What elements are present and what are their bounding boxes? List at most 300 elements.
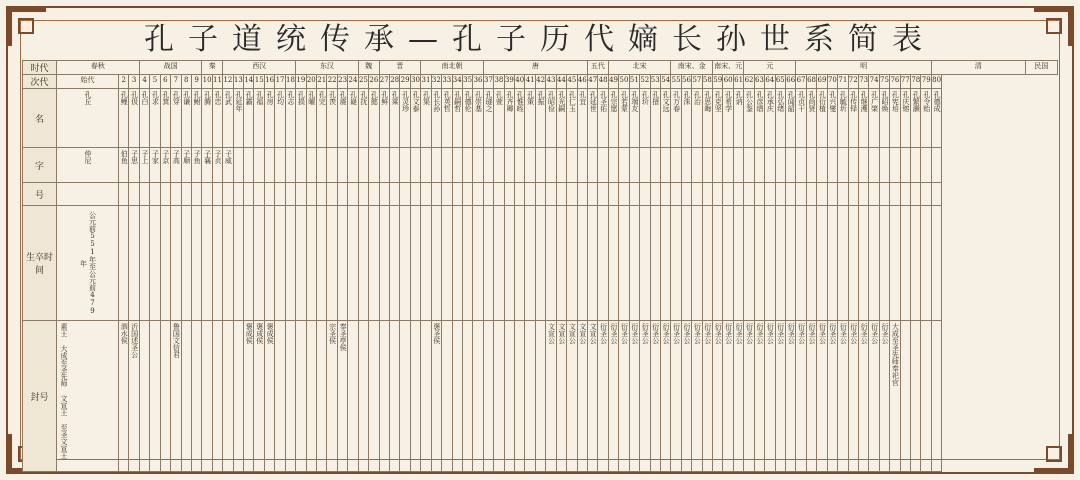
alias-cell [504,183,514,206]
name-cell: 孔萱 [494,89,504,148]
alias-cell [660,183,670,206]
era-cell: 五代 [587,61,608,75]
life-cell [660,206,670,321]
courtesy-cell [858,148,868,183]
generation-cell: 65 [775,75,785,89]
generation-cell: 7 [171,75,181,89]
title-cell: 衍圣公 [629,321,639,472]
title-cell: 衍圣公 [598,321,608,472]
name-cell: 孔英哲 [442,89,452,148]
generation-cell: 35 [462,75,472,89]
title-cell [191,321,201,472]
era-cell: 秦 [202,61,223,75]
life-cell [504,206,514,321]
generation-cell: 52 [640,75,650,89]
generation-cell: 50 [619,75,629,89]
era-cell: 晋 [379,61,421,75]
title-cell [900,321,910,472]
alias-cell [598,183,608,206]
name-cell: 孔志 [285,89,295,148]
generation-cell: 40 [515,75,525,89]
title-cell: 衍圣公 [858,321,868,472]
generation-cell: 60 [723,75,733,89]
title-cell: 大成至圣先师奉祀官 [890,321,900,472]
alias-cell [494,183,504,206]
founder-name: 孔丘 [57,89,119,148]
title-cell [160,321,170,472]
alias-cell [806,183,816,206]
title-cell [233,321,243,472]
generation-cell: 62 [744,75,754,89]
generation-cell: 23 [337,75,347,89]
courtesy-cell [702,148,712,183]
name-cell: 孔曜 [306,89,316,148]
generation-row [23,75,1058,89]
courtesy-cell [494,148,504,183]
alias-cell [327,183,337,206]
life-cell [556,206,566,321]
alias-cell [358,183,368,206]
title-cell: 褒成侯 [244,321,254,472]
courtesy-cell [890,148,900,183]
name-cell: 孔震 [337,89,347,148]
page-title: 孔子道统传承—孔子历代嫡长孙世系简表 [144,22,936,57]
name-cell: 孔端友 [629,89,639,148]
title-cell: 文宣公 [577,321,587,472]
courtesy-cell [796,148,806,183]
life-cell [786,206,796,321]
generation-cell: 48 [598,75,608,89]
title-cell [275,321,285,472]
life-cell [587,206,597,321]
name-cell: 孔惟晊 [515,89,525,148]
name-cell: 孔广棨 [869,89,879,148]
alias-cell [150,183,160,206]
alias-cell [275,183,285,206]
title-cell: 衍圣公 [671,321,681,472]
name-cell: 孔弘绪 [775,89,785,148]
generation-cell: 29 [400,75,410,89]
life-cell [535,206,545,321]
alias-cell [400,183,410,206]
generation-cell: 54 [660,75,670,89]
name-cell: 孔璲之 [483,89,493,148]
title-cell [525,321,535,472]
title-cell: 衍圣公 [754,321,764,472]
life-cell [119,206,129,321]
courtesy-cell [723,148,733,183]
title-cell: 沂国述圣公 [129,321,139,472]
name-cell: 孔羡 [327,89,337,148]
courtesy-cell [660,148,670,183]
alias-cell [858,183,868,206]
name-cell: 孔长孙 [431,89,441,148]
era-cell: 南宋、元 [713,61,744,75]
alias-cell [702,183,712,206]
title-cell [452,321,462,472]
name-cell: 孔文远 [660,89,670,148]
alias-cell [181,183,191,206]
life-cell [640,206,650,321]
courtesy-cell [827,148,837,183]
generation-cell: 74 [869,75,879,89]
courtesy-cell [504,148,514,183]
courtesy-cell [400,148,410,183]
generation-cell: 17 [275,75,285,89]
life-cell [921,206,931,321]
life-cell [337,206,347,321]
life-cell [462,206,472,321]
title-row [23,321,1058,472]
courtesy-cell [233,148,243,183]
name-cell: 孔策 [525,89,535,148]
name-cell: 孔玠 [640,89,650,148]
generation-cell: 53 [650,75,660,89]
name-cell: 孔鲋 [191,89,201,148]
courtesy-cell [765,148,775,183]
era-cell: 明 [796,61,931,75]
courtesy-cell [462,148,472,183]
title-cell [202,321,212,472]
courtesy-cell [389,148,399,183]
courtesy-cell [608,148,618,183]
alias-cell [254,183,264,206]
name-cell: 孔文泰 [410,89,420,148]
title-cell: 文宣公 [556,321,566,472]
courtesy-cell [535,148,545,183]
name-cell: 孔谦 [181,89,191,148]
name-cell: 孔彦缙 [754,89,764,148]
title-cell: 衍圣公 [619,321,629,472]
alias-cell [608,183,618,206]
generation-cell: 46 [577,75,587,89]
title-cell [181,321,191,472]
name-cell: 孔治 [692,89,702,148]
title-cell [348,321,358,472]
title-cell: 衍圣公 [744,321,754,472]
courtesy-cell [556,148,566,183]
name-cell: 孔延年 [233,89,243,148]
title-cell [931,321,941,472]
life-cell [525,206,535,321]
life-cell [139,206,149,321]
life-cell [817,206,827,321]
name-cell: 孔克坚 [713,89,723,148]
alias-cell [671,183,681,206]
alias-cell [692,183,702,206]
generation-cell: 3 [129,75,139,89]
name-cell: 孔腾 [202,89,212,148]
generation-cell: 70 [827,75,837,89]
name-cell: 孔箕 [160,89,170,148]
life-cell [275,206,285,321]
life-cell [713,206,723,321]
name-cell: 孔延世 [587,89,597,148]
alias-cell [848,183,858,206]
alias-cell [452,183,462,206]
title-cell: 衍圣公 [702,321,712,472]
generation-cell: 31 [421,75,431,89]
alias-cell [796,183,806,206]
title-cell [139,321,149,472]
life-cell [577,206,587,321]
name-cell: 孔传铎 [848,89,858,148]
title-cell [212,321,222,472]
generation-cell: 76 [890,75,900,89]
courtesy-cell [754,148,764,183]
life-cell [806,206,816,321]
name-cell: 孔昭焕 [879,89,889,148]
courtesy-cell [442,148,452,183]
courtesy-cell [525,148,535,183]
courtesy-cell [775,148,785,183]
title-cell [483,321,493,472]
life-cell [483,206,493,321]
courtesy-cell [931,148,941,183]
generation-cell: 43 [546,75,556,89]
courtesy-cell [671,148,681,183]
life-cell [191,206,201,321]
name-cell: 孔抚 [358,89,368,148]
title-cell: 文宣公 [546,321,556,472]
alias-cell [337,183,347,206]
title-cell: 衍圣公 [879,321,889,472]
title-cell: 衍圣公 [608,321,618,472]
name-cell: 孔乘 [389,89,399,148]
alias-cell [264,183,274,206]
name-cell: 孔圣佑 [598,89,608,148]
title-cell [317,321,327,472]
alias-cell [129,183,139,206]
courtesy-cell [317,148,327,183]
alias-cell [515,183,525,206]
courtesy-cell [921,148,931,183]
alias-cell [535,183,545,206]
generation-cell: 22 [327,75,337,89]
life-cell [650,206,660,321]
alias-cell [900,183,910,206]
title-cell [515,321,525,472]
alias-cell [233,183,243,206]
title-cell [306,321,316,472]
courtesy-cell [900,148,910,183]
row-label-generation: 次代 [23,75,57,89]
alias-cell [567,183,577,206]
alias-cell [786,183,796,206]
generation-cell: 24 [348,75,358,89]
alias-cell [348,183,358,206]
generation-cell: 69 [817,75,827,89]
courtesy-cell [681,148,691,183]
alias-cell [462,183,472,206]
courtesy-cell [567,148,577,183]
courtesy-cell [358,148,368,183]
generation-cell: 72 [848,75,858,89]
generation-cell: 2 [119,75,129,89]
alias-cell [442,183,452,206]
era-cell: 清 [931,61,1025,75]
courtesy-cell: 子襄 [202,148,212,183]
alias-cell [723,183,733,206]
generation-cell: 6 [160,75,170,89]
courtesy-cell [275,148,285,183]
courtesy-cell [577,148,587,183]
title-cell: 衍圣公 [848,321,858,472]
courtesy-cell [410,148,420,183]
courtesy-cell [838,148,848,183]
courtesy-cell [369,148,379,183]
courtesy-cell [806,148,816,183]
courtesy-cell [911,148,921,183]
generation-cell: 78 [911,75,921,89]
alias-cell [171,183,181,206]
name-cell: 孔洙 [681,89,691,148]
name-cell: 孔霸 [244,89,254,148]
generation-cell: 14 [244,75,254,89]
life-cell [702,206,712,321]
alias-cell [296,183,306,206]
courtesy-cell [452,148,462,183]
generation-cell: 57 [692,75,702,89]
title-cell: 衍圣公 [806,321,816,472]
courtesy-cell [629,148,639,183]
generation-cell: 79 [921,75,931,89]
title-cell: 衍圣公 [681,321,691,472]
title-cell: 宗圣侯 [327,321,337,472]
courtesy-cell: 子鱼 [191,148,201,183]
life-cell [494,206,504,321]
name-cell: 孔白 [139,89,149,148]
alias-cell [619,183,629,206]
life-cell [890,206,900,321]
alias-cell [650,183,660,206]
alias-cell [389,183,399,206]
life-cell [244,206,254,321]
alias-cell [744,183,754,206]
name-cell: 孔振 [535,89,545,148]
life-cell [254,206,264,321]
alias-cell [369,183,379,206]
title-cell [150,321,160,472]
title-cell [223,321,233,472]
courtesy-cell: 子思 [129,148,139,183]
generation-cell: 68 [806,75,816,89]
courtesy-cell [431,148,441,183]
courtesy-cell [713,148,723,183]
title-cell [442,321,452,472]
courtesy-cell [640,148,650,183]
title-cell [473,321,483,472]
era-cell: 西汉 [223,61,296,75]
alias-cell [827,183,837,206]
generation-cell: 59 [713,75,723,89]
generation-cell: 47 [587,75,597,89]
courtesy-cell: 子京 [160,148,170,183]
alias-cell [483,183,493,206]
name-cell: 孔完 [317,89,327,148]
courtesy-cell [733,148,743,183]
life-cell [879,206,889,321]
generation-cell: 13 [233,75,243,89]
name-cell: 孔承庆 [765,89,775,148]
life-cell [358,206,368,321]
generation-cell: 41 [525,75,535,89]
life-cell [546,206,556,321]
row-label-name: 名 [23,89,57,148]
generation-cell: 73 [858,75,868,89]
life-cell [400,206,410,321]
title-cell [389,321,399,472]
name-cell: 孔忠 [212,89,222,148]
alias-cell [713,183,723,206]
courtesy-cell [619,148,629,183]
life-cell [452,206,462,321]
generation-cell: 9 [191,75,201,89]
title-cell [379,321,389,472]
alias-cell [765,183,775,206]
name-row [23,89,1058,148]
courtesy-cell [869,148,879,183]
title-cell: 褒成侯 [264,321,274,472]
life-cell [296,206,306,321]
life-cell [827,206,837,321]
life-cell [692,206,702,321]
name-cell: 孔光嗣 [556,89,566,148]
title-cell [911,321,921,472]
courtesy-cell [473,148,483,183]
name-cell: 孔灵珍 [400,89,410,148]
alias-row [23,183,1058,206]
life-cell [796,206,806,321]
courtesy-cell: 子家 [150,148,160,183]
alias-cell [546,183,556,206]
courtesy-cell [587,148,597,183]
founder-life: 公元前551年至公元前479年 [57,206,119,321]
name-cell: 孔求 [150,89,160,148]
generation-cell: 36 [473,75,483,89]
name-cell: 孔德成 [931,89,941,148]
life-cell [858,206,868,321]
alias-cell [921,183,931,206]
generation-cell: 51 [629,75,639,89]
alias-cell [421,183,431,206]
life-cell [931,206,941,321]
name-cell: 孔贞干 [796,89,806,148]
generation-cell: 42 [535,75,545,89]
title-cell [285,321,295,472]
name-cell: 孔毓圻 [838,89,848,148]
generation-cell: 56 [681,75,691,89]
title-cell: 奉圣亭侯 [337,321,347,472]
generation-cell: 19 [296,75,306,89]
courtesy-cell [254,148,264,183]
genealogy-table-wrap [22,60,1058,459]
courtesy-cell: 子顺 [181,148,191,183]
title-cell: 衍圣公 [869,321,879,472]
life-cell [348,206,358,321]
name-cell: 孔鲤 [119,89,129,148]
era-cell: 魏 [358,61,379,75]
alias-cell [379,183,389,206]
alias-cell [890,183,900,206]
life-cell [900,206,910,321]
generation-cell: 37 [483,75,493,89]
title-cell [504,321,514,472]
courtesy-cell [786,148,796,183]
alias-cell [879,183,889,206]
life-cell [723,206,733,321]
row-label-courtesy: 字 [23,148,57,183]
